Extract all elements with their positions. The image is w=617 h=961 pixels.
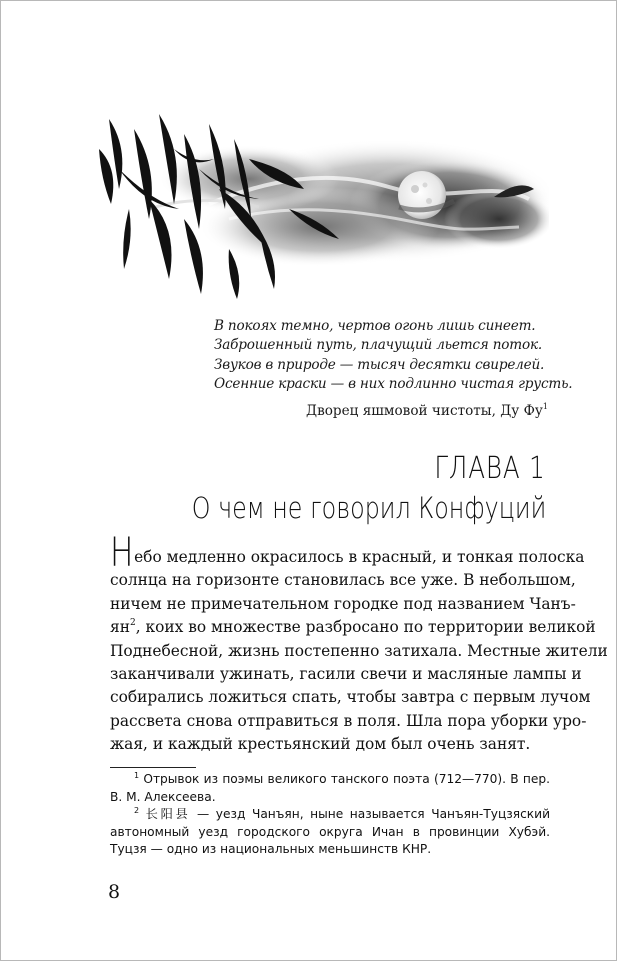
- footnote-divider: [110, 767, 196, 768]
- body-line: собирались ложиться спать, чтобы завтра с первым лучом: [110, 688, 591, 707]
- poem-line: Заброшенный путь, плачущий льется поток.: [214, 337, 542, 354]
- footnote-line: [110, 806, 550, 824]
- footnote-line: В. М. Алексеева.: [110, 789, 216, 804]
- footnote-number: 1: [134, 771, 140, 780]
- attribution-text: Дворец яшмовой чистоты, Ду Фу: [306, 403, 543, 419]
- bamboo-moon-clouds-illustration: [89, 109, 549, 305]
- body-line-text: ебо медленно окрасилось в красный, и тонкая полоска: [134, 548, 585, 566]
- footnote-text: Отрывок из поэмы великого танского поэта (712—770). В пер.: [139, 772, 550, 786]
- footnote-line: Туцзя — одно из национальных меньшинств КНР.: [110, 842, 432, 856]
- footnote-line: [110, 771, 550, 789]
- body-paragraph: [110, 530, 608, 757]
- epigraph-attribution: [306, 402, 548, 419]
- body-line: заканчивали ужинать, гасили свечи и масляные лампы и: [110, 665, 582, 684]
- footnote-line: автономный уезд городского округа Ичан в провинции Хубэй.: [110, 824, 550, 839]
- page-number: 8: [108, 881, 121, 903]
- body-line: рассвета снова отправиться в поля. Шла пора уборки уро-: [110, 711, 587, 730]
- body-line: жая, и каждый крестьянский дом был очень занят.: [110, 735, 531, 754]
- footnotes: [110, 771, 550, 859]
- body-line: солнца на горизонте становилась все уже. В небольшом,: [110, 571, 576, 590]
- footnote-text: 长阳县 — уезд Чанъян, ныне называется Чанъян-Туцзяский: [139, 807, 550, 821]
- poem-line: В покоях темно, чертов огонь лишь синеет.: [214, 318, 536, 334]
- drop-cap: Н: [110, 530, 134, 576]
- body-line: ничем не примечательном городке под названием Чанъ-: [110, 594, 576, 613]
- poem-line: Звуков в природе — тысяч десятки свирелей.: [214, 356, 545, 373]
- cloud-mass: [149, 139, 549, 267]
- body-line-text: ян: [110, 618, 130, 637]
- body-line: [110, 530, 585, 576]
- footnote-ref: 1: [542, 402, 548, 411]
- chapter-title: О чем не говорил Конфуций: [191, 491, 546, 525]
- poem-line: Осенние краски — в них подлинно чистая грусть.: [214, 376, 573, 393]
- body-line: Поднебесной, жизнь постепенно затихала. Местные жители: [110, 641, 608, 660]
- footnote-number: 2: [134, 806, 140, 815]
- chapter-number: ГЛАВА 1: [434, 451, 546, 486]
- body-line-text: , коих во множестве разбросано по территории великой: [135, 618, 596, 637]
- epigraph-poem: [214, 317, 573, 395]
- body-line: [110, 616, 596, 639]
- footnote-ref: 2: [129, 618, 136, 629]
